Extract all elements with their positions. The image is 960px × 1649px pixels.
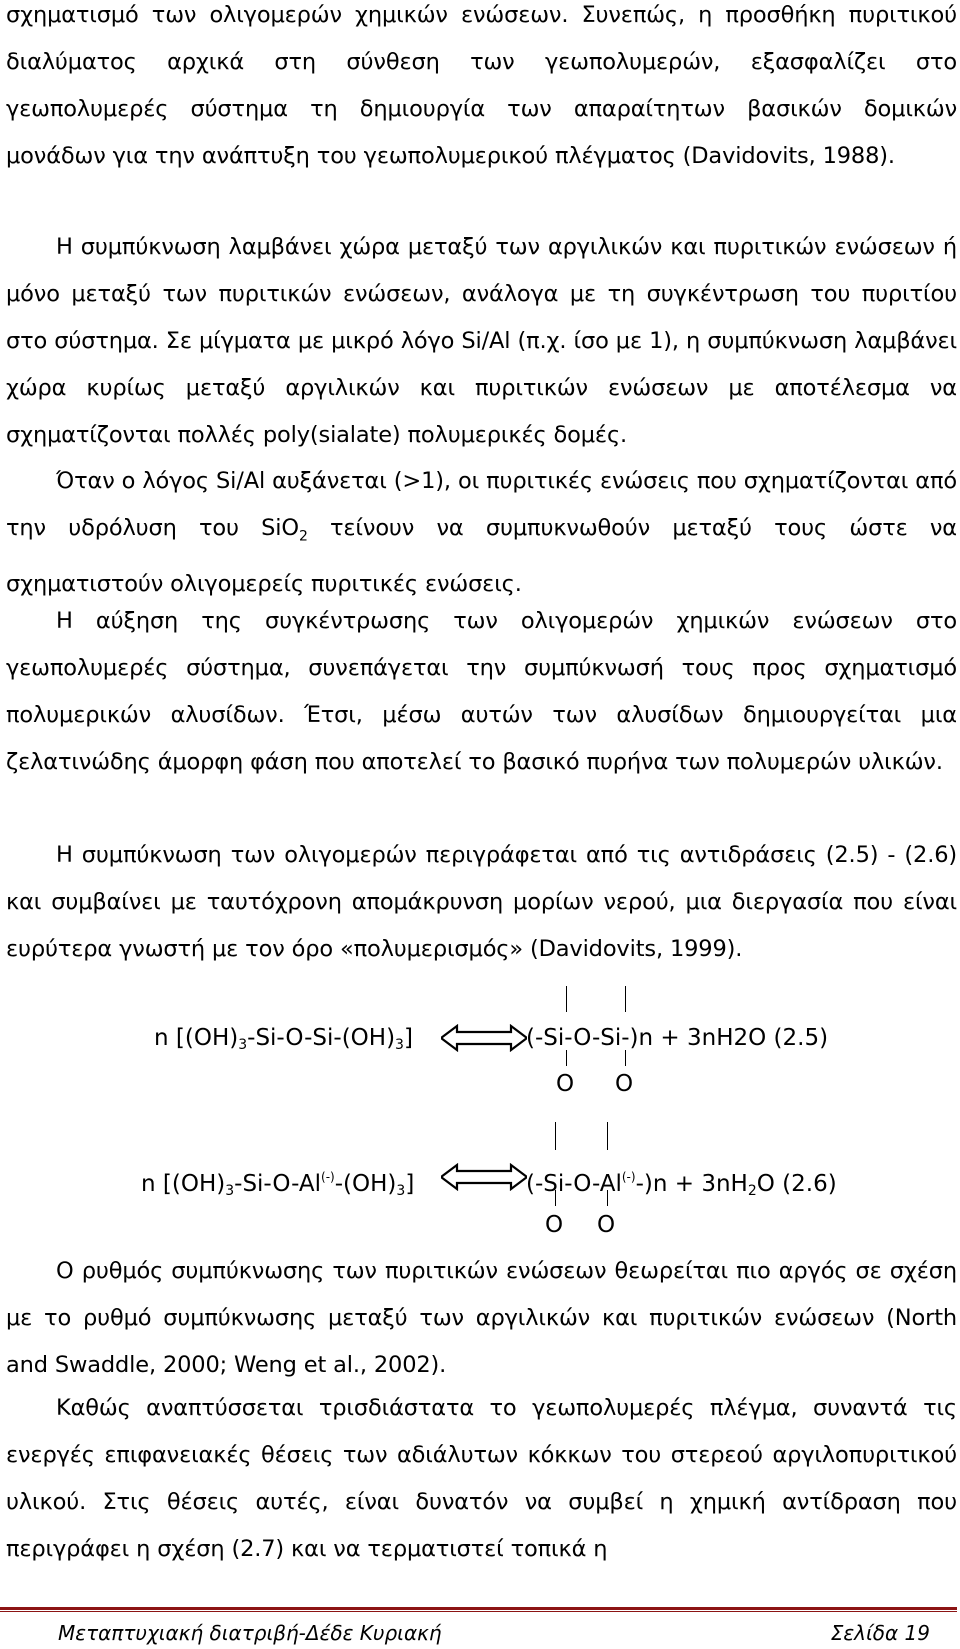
equation-2-5-rhs: (-Si-O-Si-)n + 3nH2O (2.5) xyxy=(526,1025,829,1051)
paragraph-6: Ο ρυθμός συμπύκνωσης των πυριτικών ενώσεων θεωρείται πιο αργός σε σχέση με το ρυθμό συμπύκνωσης μεταξύ των αργιλικών και πυριτικών ενώσεων (North and Swaddle, 2000; Weng et al., 2002). xyxy=(6,1258,957,1378)
equation-2-5-lhs xyxy=(154,1023,413,1060)
eq2-rhs-sup: (-) xyxy=(621,1170,636,1184)
eq1-lhs-b: -Si-O-Si-(OH) xyxy=(247,1025,396,1051)
eq2-rhs-b: -)n + 3nH xyxy=(635,1171,748,1197)
eq2-lhs-b: -Si-O-Al xyxy=(234,1171,322,1197)
eq2-lhs-a: n [(OH) xyxy=(141,1171,226,1197)
eq2-lhs-sub1: 3 xyxy=(225,1183,235,1199)
bond-line xyxy=(566,1050,567,1066)
footer-title: Μεταπτυχιακή διατριβή-Δέδε Κυριακή xyxy=(58,1621,442,1645)
paragraph-3-text-b: τείνουν να συμπυκνωθούν μεταξύ τους ώστε να σχηματιστούν ολιγομερείς πυριτικές ενώσεις. xyxy=(6,515,957,597)
bond-line xyxy=(555,1190,556,1206)
eq2-lhs-c: -(OH) xyxy=(334,1171,397,1197)
paragraph-3 xyxy=(6,458,957,608)
bond-line xyxy=(625,1050,626,1066)
bond-line xyxy=(625,986,626,1012)
equation-2-6-rhs xyxy=(526,1162,837,1206)
paragraph-1: σχηματισμό των ολιγομερών χημικών ενώσεων. Συνεπώς, η προσθήκη πυριτικού διαλύματος αρχικά στη σύνθεση των γεωπολυμερών, εξασφαλίζει στο γεωπολυμερές σύστημα τη δημιουργία των απαραίτητων βασικών δομικών μονάδων για την ανάπτυξη του γεωπολυμερικού πλέγματος (Davidovits, 1988). xyxy=(6,2,957,169)
eq1-lhs-c: ] xyxy=(403,1025,413,1051)
paragraph-5: Η συμπύκνωση των ολιγομερών περιγράφεται από τις αντιδράσεις (2.5) - (2.6) και συμβαίνει με ταυτόχρονη απομάκρυνση μορίων νερού, μια διεργασία που είναι ευρύτερα γνωστή με τον όρο «πολυμερισμός» (Davidovits, 1999). xyxy=(6,842,957,962)
double-arrow-icon xyxy=(441,1024,527,1052)
paragraph-4: Η αύξηση της συγκέντρωσης των ολιγομερών χημικών ενώσεων στο γεωπολυμερές σύστημα, συνεπάγεται την συμπύκνωσή τους προς σχηματισμό πολυμερικών αλυσίδων. Έτσι, μέσω αυτών των αλυσίδων δημιουργείται μια ζελατινώδης άμορφη φάση που αποτελεί το βασικό πυρήνα των πολυμερών υλικών. xyxy=(6,608,957,775)
eq2-rhs-a: (-Si-O-Al xyxy=(526,1171,622,1197)
bond-line xyxy=(607,1190,608,1206)
paragraph-3-subscript: 2 xyxy=(298,528,308,545)
eq2-rhs-sub: 2 xyxy=(747,1183,757,1199)
eq2-lhs-d: ] xyxy=(405,1171,415,1197)
eq1-lhs-sub2: 3 xyxy=(395,1037,404,1053)
paragraph-3-text-a: Όταν ο λόγος Si/Al αυξάνεται (>1), οι πυριτικές ενώσεις που σχηματίζονται από την υδρόλυση του SiO xyxy=(6,468,957,541)
eq1-lhs-a: n [(OH) xyxy=(154,1025,239,1051)
eq2-lhs-sup: (-) xyxy=(321,1170,335,1184)
footer-rule-thin xyxy=(0,1611,957,1612)
footer-rule xyxy=(0,1607,957,1610)
double-arrow-icon xyxy=(441,1163,527,1191)
paragraph-7: Καθώς αναπτύσσεται τρισδιάστατα το γεωπολυμερές πλέγμα, συναντά τις ενεργές επιφανειακές θέσεις των αδιάλυτων κόκκων του στερεού αργιλοπυριτικού υλικού. Στις θέσεις αυτές, είναι δυνατόν να συμβεί η χημική αντίδραση που περιγράφει η σχέση (2.7) και να τερματιστεί τοπικά η xyxy=(6,1395,957,1562)
bond-line xyxy=(566,986,567,1012)
eq2-lhs-sub2: 3 xyxy=(396,1183,406,1199)
bond-line xyxy=(607,1122,608,1150)
page-number: Σελίδα 19 xyxy=(830,1621,930,1645)
eq2-rhs-c: O (2.6) xyxy=(756,1171,837,1197)
oxygen-label: O xyxy=(597,1212,616,1238)
oxygen-label: O xyxy=(556,1071,575,1097)
oxygen-label: O xyxy=(615,1071,634,1097)
paragraph-2: Η συμπύκνωση λαμβάνει χώρα μεταξύ των αργιλικών και πυριτικών ενώσεων ή μόνο μεταξύ των πυριτικών ενώσεων, ανάλογα με τη συγκέντρωση του πυριτίου στο σύστημα. Σε μίγματα με μικρό λόγο Si/Al (π.χ. ίσο με 1), η συμπύκνωση λαμβάνει χώρα κυρίως μεταξύ αργιλικών και πυριτικών ενώσεων με αποτέλεσμα να σχηματίζονται πολλές poly(sialate) πολυμερικές δομές. xyxy=(6,234,957,448)
eq1-lhs-sub1: 3 xyxy=(238,1037,248,1053)
bond-line xyxy=(555,1122,556,1150)
equation-2-6-lhs xyxy=(141,1162,414,1206)
oxygen-label: O xyxy=(545,1212,564,1238)
